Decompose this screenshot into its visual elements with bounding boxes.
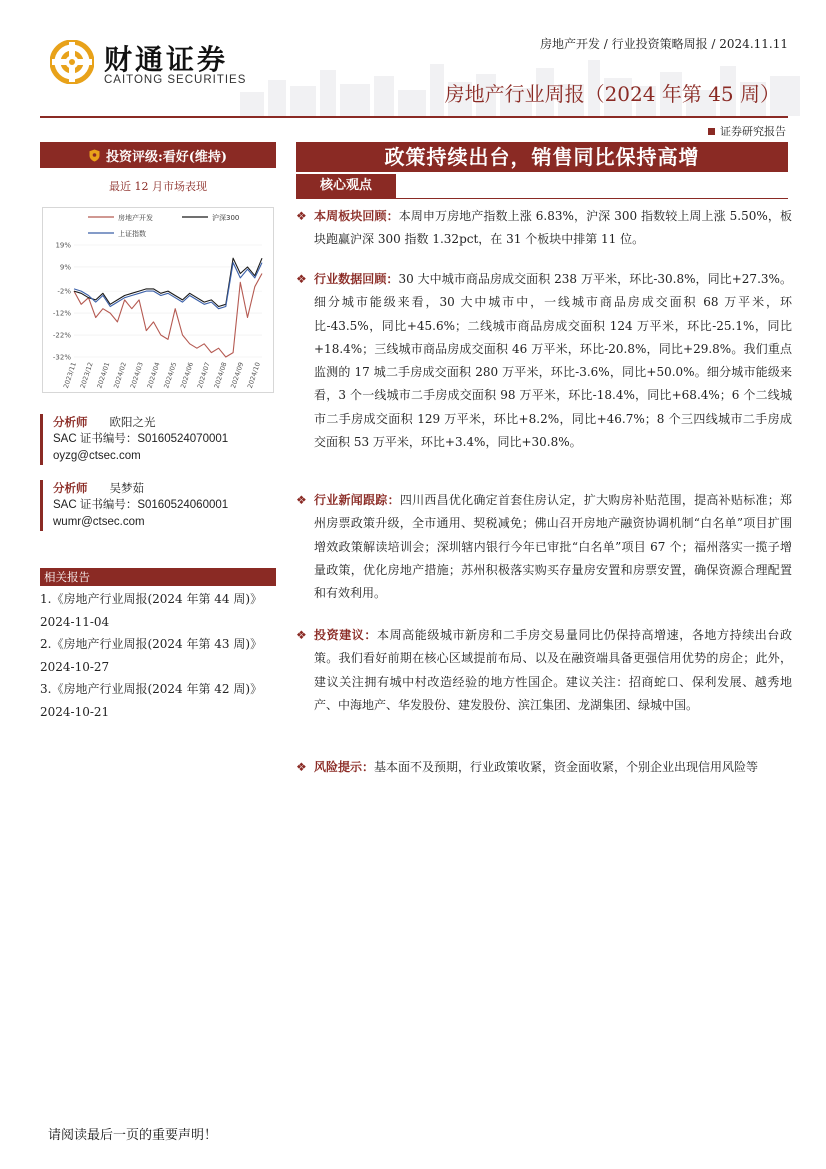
main-headline: 政策持续出台，销售同比保持高增 — [296, 142, 788, 172]
x-tick-label: 2024/01 — [95, 361, 112, 390]
analyst-card-1 — [40, 414, 276, 465]
core-views-heading: 核心观点 — [296, 174, 396, 198]
related-reports-heading: 相关报告 — [40, 568, 276, 586]
analyst-sac: SAC 证书编号：S0160524070001 — [53, 433, 229, 445]
diamond-bullet-icon: ❖ — [296, 272, 307, 286]
key-point-text: 30 大中城市商品房成交面积 238 万平米，环比-30.8%，同比+27.3%。细分城市能级来看，30 大中城市中，一线城市商品房成交面积 68 万平米，环比-43.5%，同比+45.6%；二线城市商品房成交面积 124 万平米，环比-25.1%，同比+18.4%；三线城市商品房成交面积 46 万平米，环比-20.8%，同比+29.8%。我们重点监测的 17 城二手房成交面积 280 万平米，环比-3.6%，同比+50.0%。细分城市能级来看，3 个一线城市二手房成交面积 98 万平米，环比-18.4%，同比+68.4%；6 个二线城市二手房成交面积 129 万平米，环比+8.2%，同比+46.7%；8 个三四线城市二手房成交面积 53 万平米，环比+3.4%，同比+30.8%。 — [314, 272, 792, 450]
analyst-card-2 — [40, 480, 276, 531]
analyst-label: 分析师 — [53, 481, 88, 495]
y-tick-label: -32% — [52, 353, 71, 362]
key-point — [296, 756, 792, 779]
disclaimer-note: 请阅读最后一页的重要声明！ — [48, 1128, 218, 1143]
key-point-heading: 行业新闻跟踪： — [314, 493, 400, 507]
analyst-name: 欧阳之光 — [109, 415, 156, 429]
x-tick-label: 2024/04 — [145, 361, 162, 390]
x-tick-label: 2024/03 — [128, 361, 145, 390]
key-point — [296, 205, 792, 252]
analyst-name: 吴梦茹 — [109, 481, 144, 495]
market-performance-title: 最近 12 月市场表现 — [109, 180, 207, 193]
related-report-date: 2024-10-27 — [40, 659, 110, 674]
x-tick-label: 2024/07 — [195, 361, 212, 390]
related-reports-list — [40, 588, 280, 723]
caitong-logo-icon — [50, 40, 94, 84]
square-bullet-icon — [708, 128, 715, 135]
related-report-title[interactable]: 3.《房地产行业周报(2024 年第 42 周)》 — [40, 682, 263, 696]
related-report-title[interactable]: 1.《房地产行业周报(2024 年第 44 周)》 — [40, 592, 263, 606]
x-tick-label: 2023/12 — [78, 361, 95, 390]
rating-label: 投资评级:看好(维持) — [105, 149, 228, 165]
related-report-date: 2024-11-04 — [40, 614, 110, 629]
x-tick-label: 2024/09 — [229, 361, 246, 390]
key-point — [296, 624, 792, 717]
report-title: 房地产行业周报（2024 年第 45 周） — [444, 82, 780, 106]
key-point — [296, 268, 792, 454]
header-divider — [40, 116, 788, 118]
breadcrumb: 房地产开发 / 行业投资策略周报 / 2024.11.11 — [539, 37, 788, 51]
diamond-bullet-icon: ❖ — [296, 209, 307, 223]
analyst-email[interactable]: wumr@ctsec.com — [53, 516, 145, 528]
y-tick-label: 19% — [55, 241, 71, 250]
key-point-text: 四川西昌优化确定首套住房认定，扩大购房补贴范围，提高补贴标准；郑州房票政策升级，全市通用、契税减免；佛山召开房地产融资协调机制“白名单”项目扩围增效政策解读培训会；深圳辖内银行今年已审批“白名单”项目 67 个；福州落实一揽子增量政策，优化房地产措施；苏州积极落实购买存量房安置和房票安置，确保资源合理配置和有效利用。 — [314, 493, 792, 601]
legend-label: 房地产开发 — [118, 214, 153, 222]
diamond-bullet-icon: ❖ — [296, 493, 307, 507]
market-performance-chart — [42, 207, 274, 393]
key-point-text: 基本面不及预期，行业政策收紧，资金面收紧，个别企业出现信用风险等 — [374, 760, 759, 774]
y-tick-label: -12% — [52, 309, 71, 318]
legend-label: 沪深300 — [212, 214, 240, 222]
key-point-heading: 本周板块回顾： — [314, 209, 399, 223]
shield-icon — [89, 149, 100, 162]
legend-label: 上证指数 — [118, 230, 146, 238]
key-point-text: 本周申万房地产指数上涨 6.83%，沪深 300 指数较上周上涨 5.50%，板块跑赢沪深 300 指数 1.32pct，在 31 个板块中排第 11 位。 — [314, 209, 792, 247]
x-tick-label: 2023/11 — [61, 361, 78, 390]
core-views-divider — [296, 198, 788, 199]
analyst-sac: SAC 证书编号：S0160524060001 — [53, 499, 229, 511]
x-tick-label: 2024/08 — [212, 361, 229, 390]
logo-chinese-name: 财通证券 — [104, 43, 229, 76]
x-tick-label: 2024/10 — [245, 361, 262, 390]
analyst-label: 分析师 — [53, 415, 88, 429]
key-point-text: 本周高能级城市新房和二手房交易量同比仍保持高增速，各地方持续出台政策。我们看好前期在核心区域提前布局、以及在融资端具备更强信用优势的房企；此外，建议关注拥有城中村改造经验的地方性国企。建议关注：招商蛇口、保利发展、越秀地产、中海地产、华发股份、建发股份、滨江集团、龙湖集团、绿城中国。 — [314, 628, 792, 712]
key-point — [296, 489, 792, 605]
key-point-heading: 行业数据回顾： — [314, 272, 399, 286]
y-tick-label: -2% — [57, 287, 71, 296]
x-tick-label: 2024/06 — [179, 361, 195, 390]
related-report-date: 2024-10-21 — [40, 704, 110, 719]
rating-banner — [40, 142, 276, 168]
x-tick-label: 2024/05 — [162, 361, 179, 390]
diamond-bullet-icon: ❖ — [296, 628, 307, 642]
analyst-email[interactable]: oyzg@ctsec.com — [53, 450, 141, 462]
report-type-label: 证券研究报告 — [720, 125, 786, 138]
x-tick-label: 2024/02 — [112, 361, 129, 390]
key-point-heading: 风险提示： — [314, 760, 375, 774]
y-tick-label: -22% — [52, 331, 71, 340]
diamond-bullet-icon: ❖ — [296, 760, 307, 774]
logo-english-name: CAITONG SECURITIES — [104, 74, 247, 86]
related-report-title[interactable]: 2.《房地产行业周报(2024 年第 43 周)》 — [40, 637, 263, 651]
key-point-heading: 投资建议： — [314, 628, 377, 642]
report-type — [708, 123, 786, 139]
y-tick-label: 9% — [59, 263, 71, 272]
